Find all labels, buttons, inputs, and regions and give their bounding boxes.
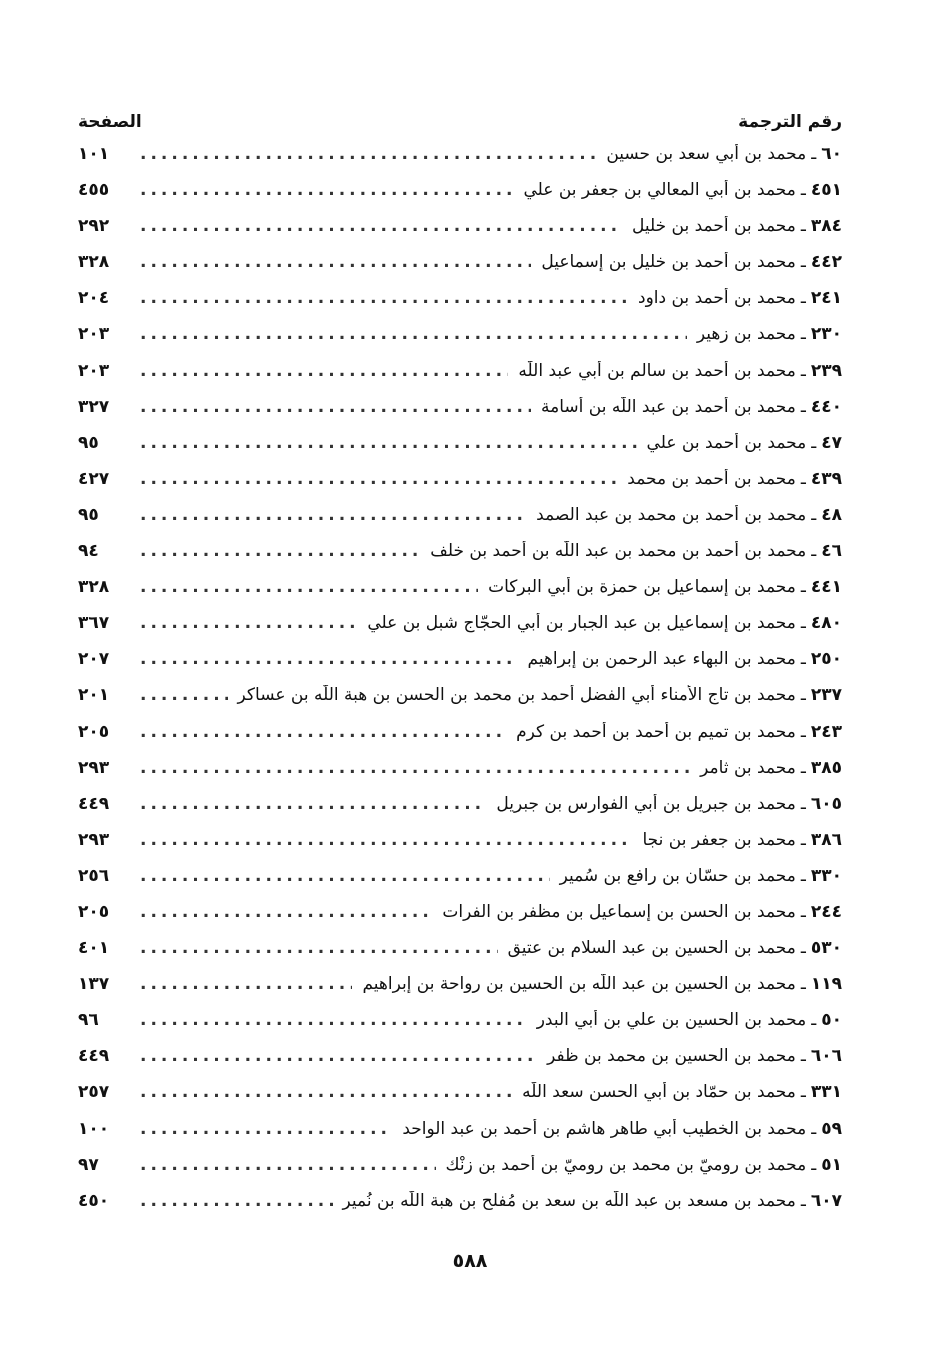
dot-leader: [140, 252, 531, 272]
index-entry: [78, 1119, 842, 1155]
entry-page-number: ٢٠٥: [78, 721, 110, 742]
entry-name: محمد بن أحمد بن محمد بن عبد اللّٰه بن أحمد بن خلف: [430, 541, 807, 562]
dot-leader: [140, 758, 690, 778]
dot-leader: [140, 361, 508, 381]
entry-separator: ـ: [800, 324, 806, 345]
entry-name: محمد بن أبي سعد بن حسين: [606, 144, 807, 164]
entry-separator: ـ: [811, 1010, 817, 1031]
entry-separator: ـ: [800, 577, 806, 598]
entry-page-number: ٢٠١: [78, 685, 110, 706]
dot-leader: [140, 180, 513, 200]
index-entry: [78, 1046, 842, 1082]
entry-page-number: ٣٢٨: [78, 577, 110, 598]
entry-separator: ـ: [811, 144, 817, 164]
entry-name: محمد بن الحسين بن محمد بن ظفر: [547, 1046, 796, 1067]
entry-number: ٤٧: [821, 432, 842, 453]
dot-leader: [140, 1082, 512, 1102]
entry-page-number: ١٠٠: [78, 1118, 110, 1139]
entry-page-number: ٤٤٩: [78, 793, 110, 814]
entry-number: ٤٣٩: [810, 468, 842, 489]
entry-separator: ـ: [811, 1118, 817, 1139]
dot-leader: [140, 433, 637, 453]
entry-page-number: ٤٤٩: [78, 1046, 110, 1067]
entry-name: محمد بن إسماعيل بن حمزة بن أبي البركات: [488, 577, 796, 598]
entry-separator: ـ: [800, 901, 806, 922]
entry-number: ٤٨: [821, 504, 842, 525]
dot-leader: [140, 469, 617, 489]
entry-number: ٢٤٣: [810, 721, 842, 742]
entry-page-number: ١٣٧: [78, 974, 110, 995]
entry-page-number: ٩٦: [78, 1010, 99, 1031]
index-page: [78, 112, 842, 1227]
entry-number: ٦٠٧: [810, 1190, 842, 1211]
entry-number: ٣٣٠: [810, 865, 842, 886]
index-entry: [78, 469, 842, 505]
dot-leader: [140, 1191, 333, 1211]
entry-name: محمد بن أحمد بن داود: [638, 288, 796, 309]
entry-separator: ـ: [800, 938, 806, 959]
entry-name: محمد بن الحسين بن علي بن أبي البدر: [536, 1010, 807, 1031]
entry-number: ٦٠: [821, 144, 842, 164]
entry-name: محمد بن زهير: [696, 324, 796, 345]
entry-number: ٣٨٦: [810, 829, 842, 850]
entry-name: محمد بن أحمد بن خليل: [631, 216, 796, 237]
index-entry: [78, 794, 842, 830]
index-entry: [78, 1082, 842, 1118]
dot-leader: [140, 1046, 537, 1066]
entry-number: ٥١: [821, 1154, 842, 1175]
page-number-header: الصفحة: [78, 112, 142, 132]
entry-separator: ـ: [800, 180, 806, 201]
entry-separator: ـ: [800, 613, 806, 634]
entry-name: محمد بن حسّان بن رافع بن سُمير: [559, 865, 796, 886]
entry-page-number: ٢٠٥: [78, 901, 110, 922]
entry-separator: ـ: [800, 360, 806, 381]
dot-leader: [140, 974, 352, 994]
entry-page-number: ٢٥٦: [78, 865, 110, 886]
entry-name: محمد بن أحمد بن علي: [646, 432, 807, 453]
entry-name: محمد بن مسعد بن عبد اللّٰه بن سعد بن مُفلح بن هبة اللّٰه بن نُمير: [342, 1190, 796, 1211]
index-list: [78, 144, 842, 1227]
entry-name: محمد بن أبي المعالي بن جعفر بن علي: [523, 180, 796, 201]
entry-name: محمد بن جبريل بن أبي الفوارس بن جبريل: [496, 793, 796, 814]
index-entry: [78, 758, 842, 794]
entry-name: محمد بن الحسن بن إسماعيل بن مظفر بن الفرات: [442, 901, 796, 922]
entry-name: محمد بن أحمد بن عبد اللّٰه بن أسامة: [541, 396, 796, 417]
dot-leader: [140, 505, 526, 525]
index-entry: [78, 397, 842, 433]
entry-page-number: ٩٥: [78, 432, 99, 453]
entry-page-number: ٤٥٠: [78, 1190, 110, 1211]
dot-leader: [140, 216, 622, 236]
entry-page-number: ٣٦٧: [78, 613, 110, 634]
dot-leader: [140, 324, 687, 344]
entry-number: ٤٨٠: [810, 613, 842, 634]
entry-page-number: ٢٩٣: [78, 829, 110, 850]
index-entry: [78, 902, 842, 938]
index-entry: [78, 685, 842, 721]
column-headers: [78, 112, 842, 144]
entry-page-number: ٢٠٧: [78, 649, 110, 670]
entry-name: محمد بن جعفر بن نجا: [642, 829, 796, 850]
dot-leader: [140, 397, 531, 417]
entry-page-number: ٢٠٣: [78, 360, 110, 381]
entry-separator: ـ: [800, 649, 806, 670]
entry-number: ٢٤١: [810, 288, 842, 309]
entry-separator: ـ: [811, 432, 817, 453]
dot-leader: [140, 685, 228, 705]
entry-number: ٥٩: [821, 1118, 842, 1139]
dot-leader: [140, 1155, 436, 1175]
entry-page-number: ٢٩٣: [78, 757, 110, 778]
entry-page-number: ٩٧: [78, 1154, 99, 1175]
dot-leader: [140, 794, 486, 814]
entry-page-number: ٢٠٣: [78, 324, 110, 345]
dot-leader: [140, 288, 628, 308]
index-entry: [78, 1010, 842, 1046]
index-entry: [78, 649, 842, 685]
entry-number: ٣٣١: [810, 1082, 842, 1103]
index-entry: [78, 938, 842, 974]
entry-separator: ـ: [800, 468, 806, 489]
entry-number: ٢٣٠: [810, 324, 842, 345]
entry-number: ٤٦: [821, 541, 842, 562]
entry-page-number: ٩٤: [78, 541, 99, 562]
index-entry: [78, 541, 842, 577]
entry-separator: ـ: [800, 216, 806, 237]
entry-number: ٢٤٤: [810, 901, 842, 922]
entry-page-number: ٢٠٤: [78, 288, 110, 309]
entry-name: محمد بن أحمد بن سالم بن أبي عبد اللّٰه: [518, 360, 796, 381]
entry-number: ٢٥٠: [810, 649, 842, 670]
entry-page-number: ١٠١: [78, 144, 110, 164]
index-entry: [78, 180, 842, 216]
entry-separator: ـ: [811, 1154, 817, 1175]
index-entry: [78, 866, 842, 902]
entry-name: محمد بن حمّاد بن أبي الحسن سعد اللّٰه: [522, 1082, 796, 1103]
entry-number: ٦٠٥: [810, 793, 842, 814]
entry-separator: ـ: [800, 829, 806, 850]
entry-separator: ـ: [800, 721, 806, 742]
entry-name: محمد بن إسماعيل بن عبد الجبار بن أبي الحجّاج شبل بن علي: [367, 613, 796, 634]
entry-number: ١١٩: [810, 974, 842, 995]
index-entry: [78, 1155, 842, 1191]
entry-separator: ـ: [800, 288, 806, 309]
entry-separator: ـ: [800, 757, 806, 778]
dot-leader: [140, 541, 420, 561]
entry-page-number: ٣٢٨: [78, 252, 110, 273]
entry-separator: ـ: [800, 252, 806, 273]
entry-separator: ـ: [800, 865, 806, 886]
index-entry: [78, 144, 842, 180]
entry-page-number: ٢٩٢: [78, 216, 110, 237]
entry-number: ٣٨٥: [810, 757, 842, 778]
entry-number: ٤٤٠: [810, 396, 842, 417]
index-entry: [78, 505, 842, 541]
entry-name: محمد بن البهاء عبد الرحمن بن إبراهيم: [527, 649, 796, 670]
index-entry: [78, 974, 842, 1010]
index-entry: [78, 433, 842, 469]
entry-number: ٤٤١: [810, 577, 842, 598]
index-entry: [78, 722, 842, 758]
dot-leader: [140, 144, 596, 164]
entry-separator: ـ: [800, 793, 806, 814]
entry-page-number: ٤٥٥: [78, 180, 110, 201]
index-entry: [78, 361, 842, 397]
index-entry: [78, 613, 842, 649]
entry-number: ٤٤٢: [810, 252, 842, 273]
entry-number-header: رقم الترجمة: [738, 112, 842, 132]
dot-leader: [140, 613, 357, 633]
entry-number: ٥٠: [821, 1010, 842, 1031]
entry-name: محمد بن الخطيب أبي طاهر هاشم بن أحمد بن عبد الواحد: [402, 1118, 807, 1139]
page-number: ٥٨٨: [452, 1250, 488, 1272]
index-entry: [78, 288, 842, 324]
dot-leader: [140, 902, 432, 922]
entry-number: ٢٣٩: [810, 360, 842, 381]
index-entry: [78, 1191, 842, 1227]
dot-leader: [140, 649, 518, 669]
dot-leader: [140, 1119, 392, 1139]
entry-separator: ـ: [800, 974, 806, 995]
entry-name: محمد بن تميم بن أحمد بن أحمد بن كرم: [516, 721, 796, 742]
dot-leader: [140, 1010, 527, 1030]
index-entry: [78, 216, 842, 252]
entry-name: محمد بن تاج الأمناء أبي الفضل أحمد بن محمد بن الحسن بن هبة اللّٰه بن عساكر: [237, 685, 796, 706]
entry-page-number: ٤٠١: [78, 938, 110, 959]
dot-leader: [140, 830, 633, 850]
entry-name: محمد بن أحمد بن محمد بن عبد الصمد: [536, 504, 807, 525]
entry-page-number: ٢٥٧: [78, 1082, 110, 1103]
dot-leader: [140, 938, 498, 958]
entry-number: ٤٥١: [810, 180, 842, 201]
entry-name: محمد بن روميّ بن محمد بن روميّ بن أحمد بن زنْك: [445, 1154, 807, 1175]
entry-separator: ـ: [800, 1082, 806, 1103]
index-entry: [78, 577, 842, 613]
entry-name: محمد بن ثامر: [700, 757, 796, 778]
entry-number: ٥٣٠: [810, 938, 842, 959]
dot-leader: [140, 577, 478, 597]
entry-name: محمد بن الحسين بن عبد السلام بن عتيق: [507, 938, 796, 959]
entry-separator: ـ: [800, 685, 806, 706]
entry-separator: ـ: [800, 396, 806, 417]
entry-number: ٣٨٤: [810, 216, 842, 237]
entry-separator: ـ: [811, 541, 817, 562]
index-entry: [78, 252, 842, 288]
entry-number: ٦٠٦: [810, 1046, 842, 1067]
entry-number: ٢٣٧: [810, 685, 842, 706]
dot-leader: [140, 866, 550, 886]
entry-separator: ـ: [800, 1190, 806, 1211]
entry-page-number: ٩٥: [78, 504, 99, 525]
index-entry: [78, 830, 842, 866]
entry-page-number: ٣٢٧: [78, 396, 110, 417]
entry-page-number: ٤٢٧: [78, 468, 110, 489]
entry-name: محمد بن أحمد بن محمد: [627, 468, 796, 489]
entry-separator: ـ: [811, 504, 817, 525]
entry-separator: ـ: [800, 1046, 806, 1067]
entry-name: محمد بن أحمد بن خليل بن إسماعيل: [541, 252, 796, 273]
index-entry: [78, 324, 842, 360]
entry-name: محمد بن الحسين بن عبد اللّٰه بن الحسين بن رواحة بن إبراهيم: [362, 974, 796, 995]
dot-leader: [140, 722, 506, 742]
